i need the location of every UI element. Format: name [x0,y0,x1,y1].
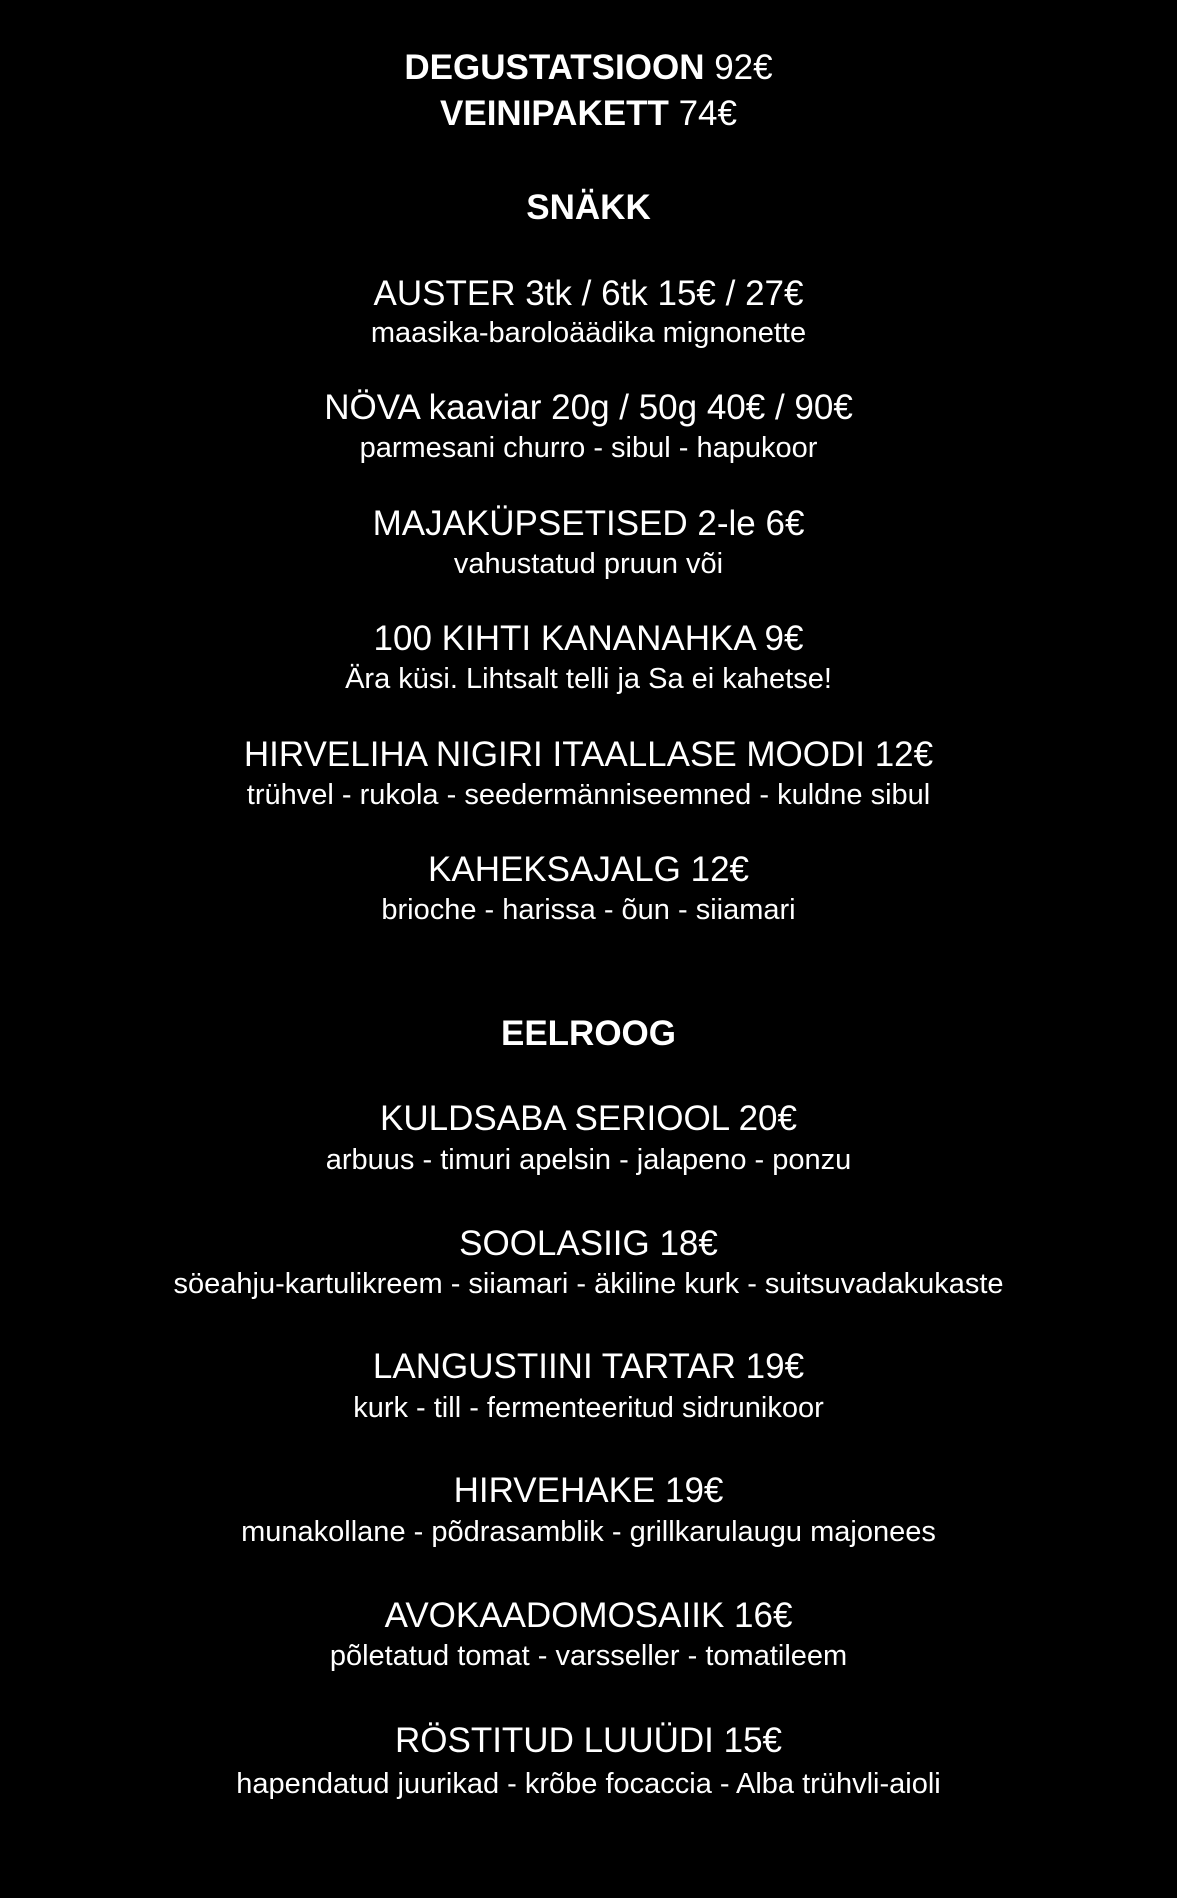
menu-item-name: KULDSABA SERIOOL 20€ [380,1099,797,1138]
menu-item-description: maasika-baroloäädika mignonette [370,317,807,349]
menu-item-description: söeahju-kartulikreem - siiamari - äkiline kurk - suitsuvadakukaste [173,1268,1004,1300]
section-title-eelroog: EELROOG [500,1014,677,1053]
tasting-menu-label: DEGUSTATSIOON [404,48,705,87]
menu-item-name: 100 KIHTI KANANAHKA 9€ [373,619,804,658]
menu-item-description: parmesani churro - sibul - hapukoor [359,432,818,464]
wine-package-price: 74€ [678,94,737,133]
menu-item-name: KAHEKSAJALG 12€ [428,850,749,889]
menu-item-name: SOOLASIIG 18€ [459,1224,718,1263]
wine-package-label: VEINIPAKETT [440,94,669,133]
menu-item-name: LANGUSTIINI TARTAR 19€ [372,1347,805,1386]
menu-item-description: trühvel - rukola - seedermänniseemned - kuldne sibul [246,779,931,811]
menu-item-description: hapendatud juurikad - krõbe focaccia - Alba trühvli-aioli [236,1768,941,1800]
menu-item-name: AVOKAADOMOSAIIK 16€ [384,1596,793,1635]
tasting-menu-price: 92€ [714,48,773,87]
wine-package-line [0,96,1177,131]
menu-item-name: NÖVA kaaviar 20g / 50g 40€ / 90€ [324,388,853,427]
section-title-snakk: SNÄKK [526,188,651,227]
menu-item-name: AUSTER 3tk / 6tk 15€ / 27€ [373,274,804,313]
menu-item-name: RÖSTITUD LUUÜDI 15€ [394,1721,783,1760]
menu-item-description: vahustatud pruun või [453,548,724,580]
menu-item-description: munakollane - põdrasamblik - grillkarulaugu majonees [241,1516,936,1548]
menu-item-description: kurk - till - fermenteeritud sidrunikoor [353,1392,824,1424]
menu-item-name: MAJAKÜPSETISED 2-le 6€ [372,504,805,543]
menu-item-name: HIRVELIHA NIGIRI ITAALLASE MOODI 12€ [243,735,934,774]
menu-item-description: põletatud tomat - varsseller - tomatileem [329,1640,848,1672]
menu-item-description: arbuus - timuri apelsin - jalapeno - ponzu [325,1144,852,1176]
tasting-menu-line [0,50,1177,85]
menu-item-name: HIRVEHAKE 19€ [453,1471,724,1510]
menu-item-description: Ära küsi. Lihtsalt telli ja Sa ei kahetse! [345,663,832,695]
menu-item-description: brioche - harissa - õun - siiamari [381,894,796,926]
